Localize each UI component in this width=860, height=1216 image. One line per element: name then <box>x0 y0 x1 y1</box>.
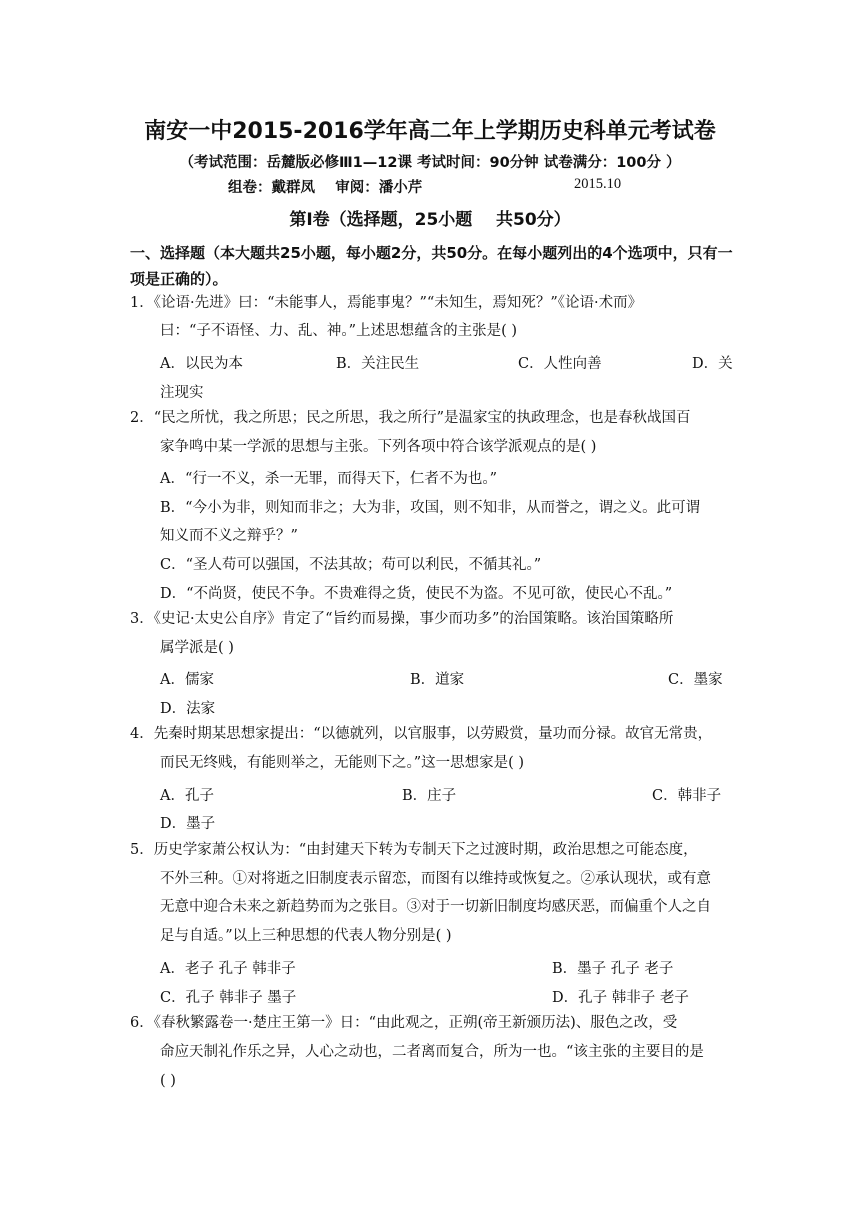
question-stem-line: 2．“民之所忧，我之所思；民之所思，我之所行”是温家宝的执政理念，也是春秋战国百 <box>130 410 691 426</box>
option-a: A．孔子 <box>160 788 214 804</box>
question-stem-line: 命应天制礼作乐之异，人心之动也，二者离而复合，所为一也。“该主张的主要目的是 <box>160 1044 704 1060</box>
option-b: B．墨子 孔子 老子 <box>552 961 674 977</box>
option-b: B．道家 <box>410 672 465 688</box>
option-d: D．“不尚贤，使民不争。不贵难得之货，使民不为盗。不见可欲，使民心不乱。” <box>160 586 673 602</box>
question-stem-line: 6．《春秋繁露卷一·楚庄王第一》日：“由此观之，正朔(帝王新颁历法)、服色之改，受 <box>130 1015 678 1031</box>
option-d: D．孔子 韩非子 老子 <box>552 990 689 1006</box>
option-c: C．墨家 <box>668 672 723 688</box>
exam-scope: （考试范围：岳麓版必修Ⅲ1—12课 考试时间：90分钟 试卷满分：100分 ） <box>179 155 681 171</box>
question-stem-line: 不外三种。①对将逝之旧制度表示留恋，而图有以维持或恢复之。②承认现状，或有意 <box>160 871 711 887</box>
option-d: D．关 <box>692 356 733 372</box>
option-a: A．儒家 <box>160 672 214 688</box>
option-b: B．“今小为非，则知而非之；大为非，攻国，则不知非，从而誉之，谓之义。此可谓 <box>160 500 701 516</box>
option-b: B．庄子 <box>402 788 457 804</box>
question-stem-line: 家争鸣中某一学派的思想与主张。下列各项中符合该学派观点的是( ) <box>160 439 597 455</box>
option-a: A．以民为本 <box>160 356 243 372</box>
question-stem-line: 无意中迎合未来之新趋势而为之张目。③对于一切新旧制度均感厌恶，而偏重个人之自 <box>160 899 711 915</box>
question-stem-line: 属学派是( ) <box>160 640 234 656</box>
staff-names: 组卷：戴群凤 审阅：潘小芹 <box>228 180 423 196</box>
option-a: A．老子 孔子 韩非子 <box>160 961 296 977</box>
exam-title: 南安一中2015-2016学年高二年上学期历史科单元考试卷 <box>144 119 716 144</box>
option-d: D．法家 <box>160 701 216 717</box>
question-stem-line: 曰：“子不语怪、力、乱、神。”上述思想蕴含的主张是( ) <box>160 323 517 339</box>
option-d: D．墨子 <box>160 816 216 832</box>
question-stem-line: 4．先秦时期某思想家提出：“以德就列，以官服事，以劳殿赏，量功而分禄。故官无常贵， <box>130 726 713 742</box>
option-b: B．关注民生 <box>336 356 420 372</box>
question-stem-line: 而民无终贱，有能则举之，无能则下之。”这一思想家是( ) <box>160 755 525 771</box>
question-stem-line: ( ) <box>160 1073 176 1089</box>
option-d-continuation: 注现实 <box>160 385 204 401</box>
exam-date: 2015.10 <box>574 176 622 192</box>
option-a: A．“行一不义，杀一无罪，而得天下，仁者不为也。” <box>160 471 498 487</box>
option-c: C．人性向善 <box>518 356 602 372</box>
part-title: 第Ⅰ卷（选择题，25小题 共50分） <box>289 210 571 230</box>
question-stem-line: 5．历史学家萧公权认为：“由封建天下转为专制天下之过渡时期，政治思想之可能态度， <box>130 842 698 858</box>
question-stem-line: 3．《史记·太史公自序》肯定了“旨约而易操，事少而功多”的治国策略。该治国策略所 <box>130 611 674 627</box>
question-stem-line: 1．《论语·先进》曰：“未能事人，焉能事鬼？”“未知生，焉知死？”《论语·术而》 <box>130 295 643 311</box>
section-title: 一、选择题（本大题共25小题，每小题2分，共50分。在每小题列出的4个选项中，只有一项是正确的）。 <box>130 244 733 288</box>
option-c: C．“圣人苟可以强国，不法其故；苟可以利民，不循其礼。” <box>160 557 542 573</box>
option-b-continuation: 知义而不义之辩乎？” <box>160 528 298 544</box>
option-c: C．孔子 韩非子 墨子 <box>160 990 297 1006</box>
question-stem-line: 足与自适。”以上三种思想的代表人物分别是( ) <box>160 928 452 944</box>
option-c: C．韩非子 <box>652 788 722 804</box>
exam-staff <box>228 176 622 197</box>
